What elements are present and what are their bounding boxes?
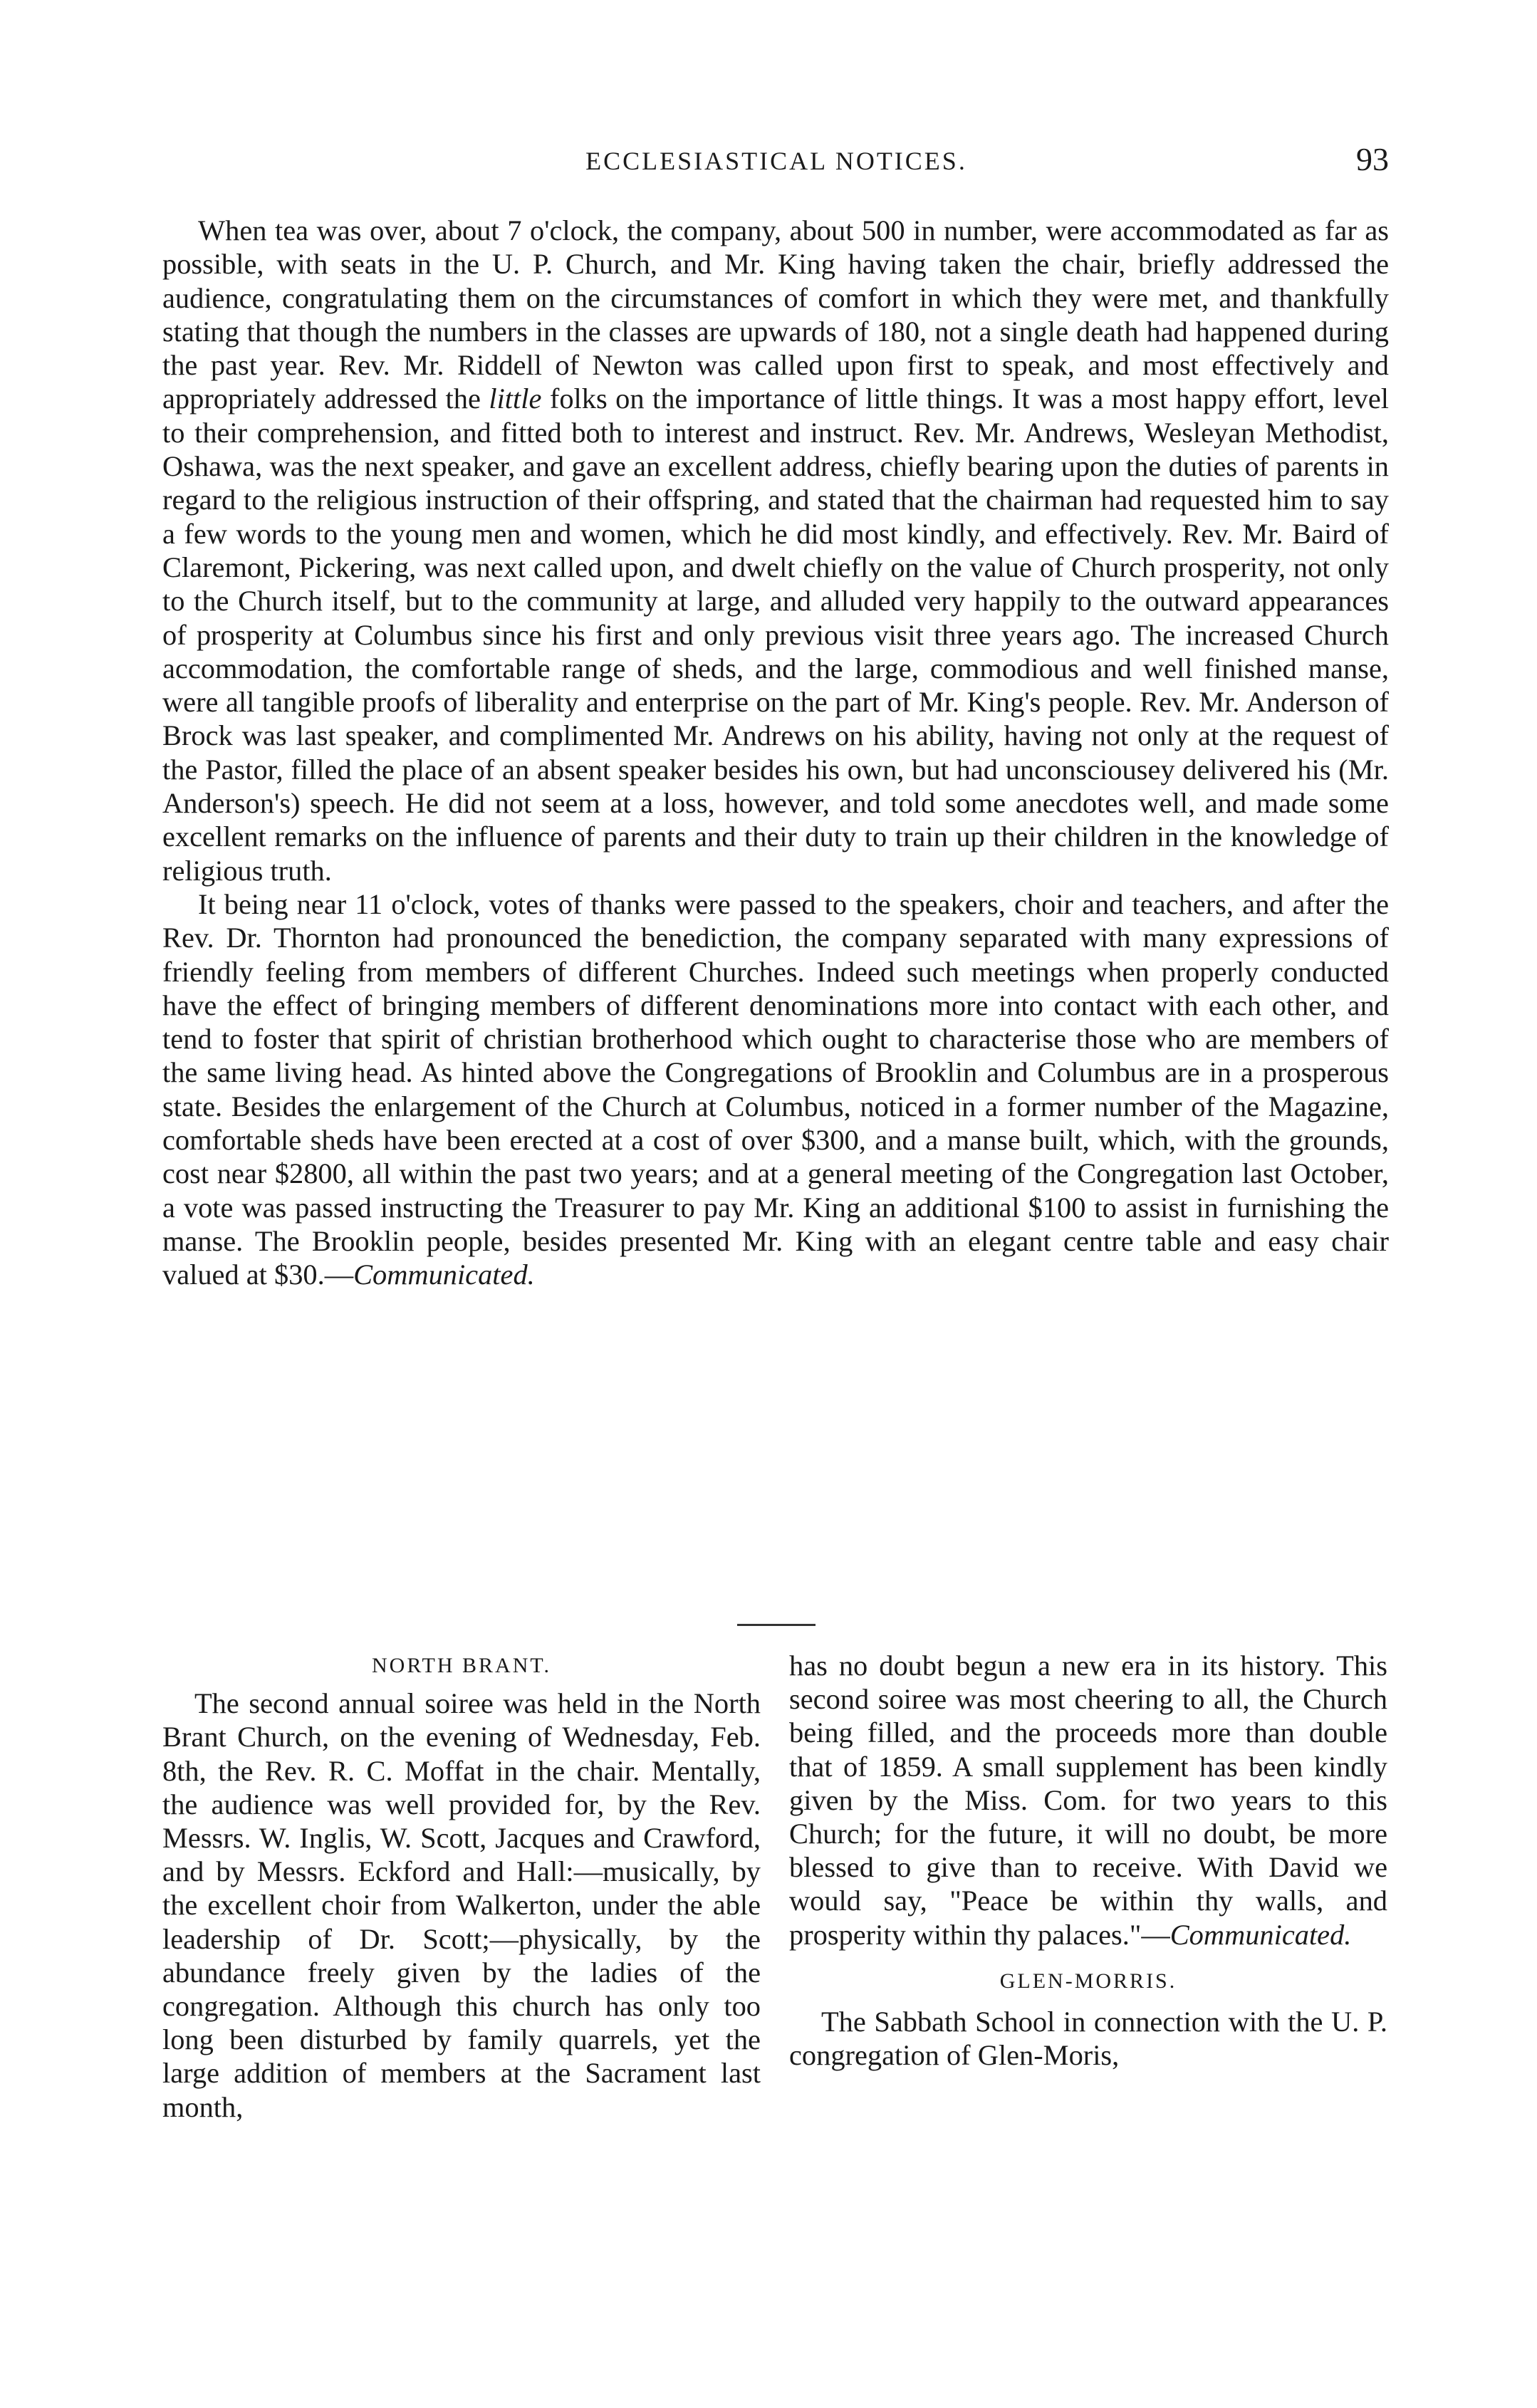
- left-column: [162, 1649, 761, 2124]
- column-paragraph: The Sabbath School in connection with the U. P. congregation of Glen-Moris,: [789, 2006, 1387, 2072]
- section-heading-glen-morris: GLEN-MORRIS.: [999, 1969, 1177, 1993]
- main-article: [162, 214, 1389, 1292]
- attribution: Communicated.: [1169, 1918, 1352, 1951]
- column-paragraph: The second annual soiree was held in the North Brant Church, on the evening of Wednesday, Feb. 8th, the Rev. R. C. Moffat in the chair. Mentally, the audience was well provided for, by the Rev. Messrs. W. Inglis, W. Scott, Jacques and Crawford, and by Messrs. Eckford and Hall:—musically, by the excellent choir from Walkerton, under the able leadership of Dr. Scott;—physically, by the abundance freely given by the ladies of the congregation. Although this church has only too long been disturbed by family quarrels, yet the large addition of members at the Sacrament last month,: [162, 1687, 761, 2123]
- section-heading-north-brant: NORTH BRANT.: [372, 1654, 551, 1677]
- paragraph-text: has no doubt begun a new era in its history. This second soiree was most cheering to all, the Church being filled, and the proceeds more than double that of 1859. A small supplement has been kindly given by the Miss. Com. for two years to this Church; for the future, it will no doubt, be more blessed to give than to receive. With David we would say, "Peace be within thy walls, and prosperity within thy palaces."—: [789, 1649, 1387, 1951]
- italic-word: little: [489, 382, 542, 415]
- article-paragraph: [162, 887, 1389, 1292]
- column-paragraph-continued: [789, 1649, 1387, 1951]
- section-divider: [737, 1624, 816, 1626]
- running-title: ECCLESIASTICAL NOTICES.: [585, 147, 967, 175]
- paragraph-text: When tea was over, about 7 o'clock, the company, about 500 in number, were accommodated as far as possible, with seats in the U. P. Church, and Mr. King having taken the chair, briefly addressed the audience, congratulating them on the circumstances of comfort in which they were met, and thankfully stating that though the numbers in the classes are upwards of 180, not a single death had happened during the past year. Rev. Mr. Riddell of Newton was called upon first to speak, and most effectively and appropriately addressed the: [162, 214, 1389, 415]
- paragraph-text-continued: folks on the importance of little things. It was a most happy effort, level to their comprehension, and fitted both to interest and instruct. Rev. Mr. Andrews, Wesleyan Methodist, Oshawa, was the next speaker, and gave an excellent address, chiefly bearing upon the duties of parents in regard to the religious instruction of their offspring, and stated that the chairman had requested him to say a few words to the young men and women, which he did most kindly, and effectively. Rev. Mr. Baird of Claremont, Pickering, was next called upon, and dwelt chiefly on the value of Church prosperity, not only to the Church itself, but to the community at large, and alluded very happily to the outward appearances of prosperity at Columbus since his first and only previous visit three years ago. The increased Church accommodation, the comfortable range of sheds, and the large, commodious and well finished manse, were all tangible proofs of liberality and enterprise on the part of Mr. King's people. Rev. Mr. Anderson of Brock was last speaker, and complimented Mr. Andrews on his ability, having not only at the request of the Pastor, filled the place of an absent speaker besides his own, but had unconsciousey delivered his (Mr. Anderson's) speech. He did not seem at a loss, however, and told some anecdotes well, and made some excellent remarks on the influence of parents and their duty to train up their children in the knowledge of religious truth.: [162, 382, 1390, 887]
- running-header: [164, 141, 1389, 196]
- paragraph-text: It being near 11 o'clock, votes of thanks were passed to the speakers, choir and teachers, and after the Rev. Dr. Thornton had pronounced the benediction, the company separated with many expressions of friendly feeling from members of different Churches. Indeed such meetings when properly conducted have the effect of bringing members of different denominations more into contact with each other, and tend to foster that spirit of christian brotherhood which ought to characterise those who are members of the same living head. As hinted above the Congregations of Brooklin and Columbus are in a prosperous state. Besides the enlargement of the Church at Columbus, noticed in a former number of the Magazine, comfortable sheds have been erected at a cost of over $300, and a manse built, which, with the grounds, cost near $2800, all within the past two years; and at a general meeting of the Congregation last October, a vote was passed instructing the Treasurer to pay Mr. King an additional $100 to assist in furnishing the manse. The Brooklin people, besides presented Mr. King with an elegant centre table and easy chair valued at $30.—: [162, 887, 1389, 1291]
- page-number: 93: [1356, 141, 1389, 177]
- attribution: Communicated.: [353, 1258, 535, 1291]
- right-column: [789, 1649, 1387, 2072]
- article-paragraph: [162, 214, 1389, 887]
